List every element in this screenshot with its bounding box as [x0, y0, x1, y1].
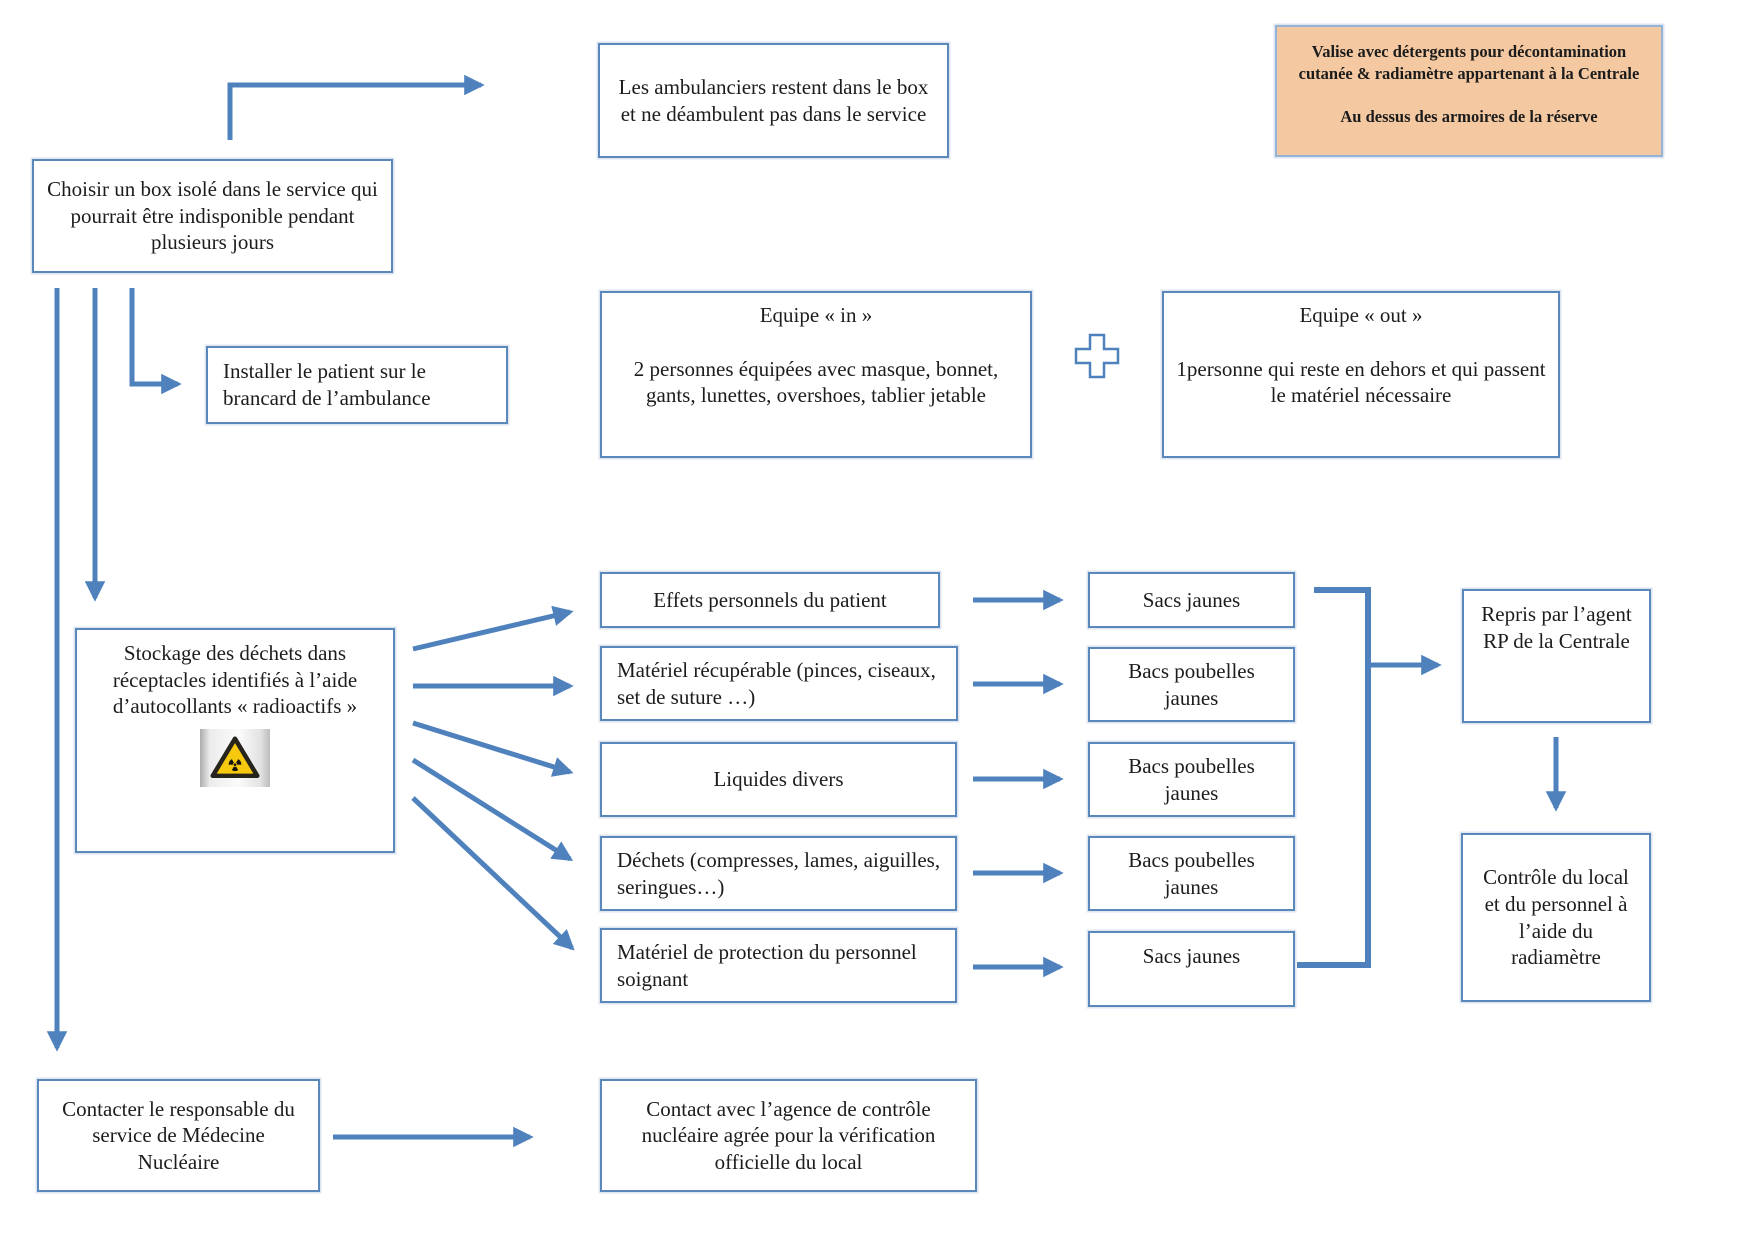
box-repris-text: Repris par l’agent RP de la Centrale	[1481, 602, 1632, 653]
arrow-choisir-to-ambulanciers	[230, 85, 481, 140]
box-bacs-poubelles-3	[1088, 836, 1295, 911]
box-bacs-poubelles-1	[1088, 647, 1295, 722]
box-effets-personnels	[600, 572, 940, 628]
bracket-receptacles	[1297, 590, 1368, 965]
box-contact-agence	[600, 1079, 977, 1192]
box-installer-text: Installer le patient sur le brancard de l’ambulance	[223, 359, 431, 410]
box-equipe-out-title: Equipe « out »	[1299, 303, 1423, 327]
box-equipe-in-body: 2 personnes équipées avec masque, bonnet, gants, lunettes, overshoes, tablier jetable	[633, 356, 999, 408]
box-contact-agence-text: Contact avec l’agence de contrôle nucléaire agrée pour la vérification officielle du local	[641, 1096, 936, 1174]
box-bacs-poubelles-2-text: Bacs poubelles jaunes	[1128, 753, 1255, 805]
box-ambulanciers	[598, 43, 949, 158]
box-liquides-text: Liquides divers	[713, 767, 844, 792]
box-stockage-dechets	[75, 628, 395, 853]
box-choisir-text: Choisir un box isolé dans le service qui pourrait être indisponible pendant plusieurs jours	[47, 177, 378, 255]
box-materiel-recuperable	[600, 646, 958, 721]
arrow-stockage-to-dechets	[413, 760, 570, 859]
box-materiel-recuperable-text: Matériel récupérable (pinces, ciseaux, set de suture …)	[617, 657, 936, 709]
box-bacs-poubelles-1-text: Bacs poubelles jaunes	[1128, 658, 1255, 710]
box-equipe-in-title: Equipe « in »	[759, 303, 873, 327]
box-liquides-divers	[600, 742, 957, 817]
box-contacter-responsable	[37, 1079, 320, 1192]
box-stockage-text: Stockage des déchets dans réceptacles identifiés à l’aide d’autocollants « radioactifs »	[112, 641, 358, 719]
box-contacter-text: Contacter le responsable du service de Médecine Nucléaire	[62, 1096, 295, 1174]
box-effets-text: Effets personnels du patient	[653, 587, 887, 612]
note-valise-detergents	[1275, 25, 1663, 157]
plus-cross-icon	[1076, 335, 1118, 377]
arrow-stockage-to-liquides	[413, 723, 570, 772]
box-controle-text: Contrôle du local et du personnel à l’aide du radiamètre	[1483, 865, 1629, 970]
box-choisir-box-isole	[32, 159, 393, 273]
box-sacs-jaunes-2-text: Sacs jaunes	[1142, 944, 1241, 968]
radioactive-warning-icon	[200, 729, 270, 787]
arrow-stockage-to-effets	[413, 612, 570, 649]
box-bacs-poubelles-3-text: Bacs poubelles jaunes	[1128, 847, 1255, 899]
box-dechets-text: Déchets (compresses, lames, aiguilles, seringues…)	[617, 847, 941, 899]
box-sacs-jaunes-2	[1088, 931, 1295, 1007]
box-materiel-protection-text: Matériel de protection du personnel soignant	[617, 939, 917, 991]
note-valise-line1: Valise avec détergents pour décontamination cutanée & radiamètre appartenant à la Centrale	[1298, 42, 1640, 83]
box-materiel-protection	[600, 928, 957, 1003]
box-ambulanciers-text: Les ambulanciers restent dans le box et ne déambulent pas dans le service	[618, 74, 929, 126]
box-installer-patient	[206, 346, 508, 424]
box-dechets	[600, 836, 957, 911]
box-equipe-out-body: 1personne qui reste en dehors et qui passent le matériel nécessaire	[1176, 356, 1546, 408]
box-sacs-jaunes-1-text: Sacs jaunes	[1142, 587, 1241, 612]
box-sacs-jaunes-1	[1088, 572, 1295, 628]
box-bacs-poubelles-2	[1088, 742, 1295, 817]
box-repris-agent-rp	[1462, 589, 1651, 723]
box-equipe-out	[1162, 291, 1560, 458]
note-valise-line2: Au dessus des armoires de la réserve	[1340, 106, 1598, 126]
box-controle-local	[1461, 833, 1651, 1002]
arrow-stockage-to-protection	[413, 798, 572, 948]
arrow-choisir-to-installer	[132, 288, 178, 384]
box-equipe-in	[600, 291, 1032, 458]
